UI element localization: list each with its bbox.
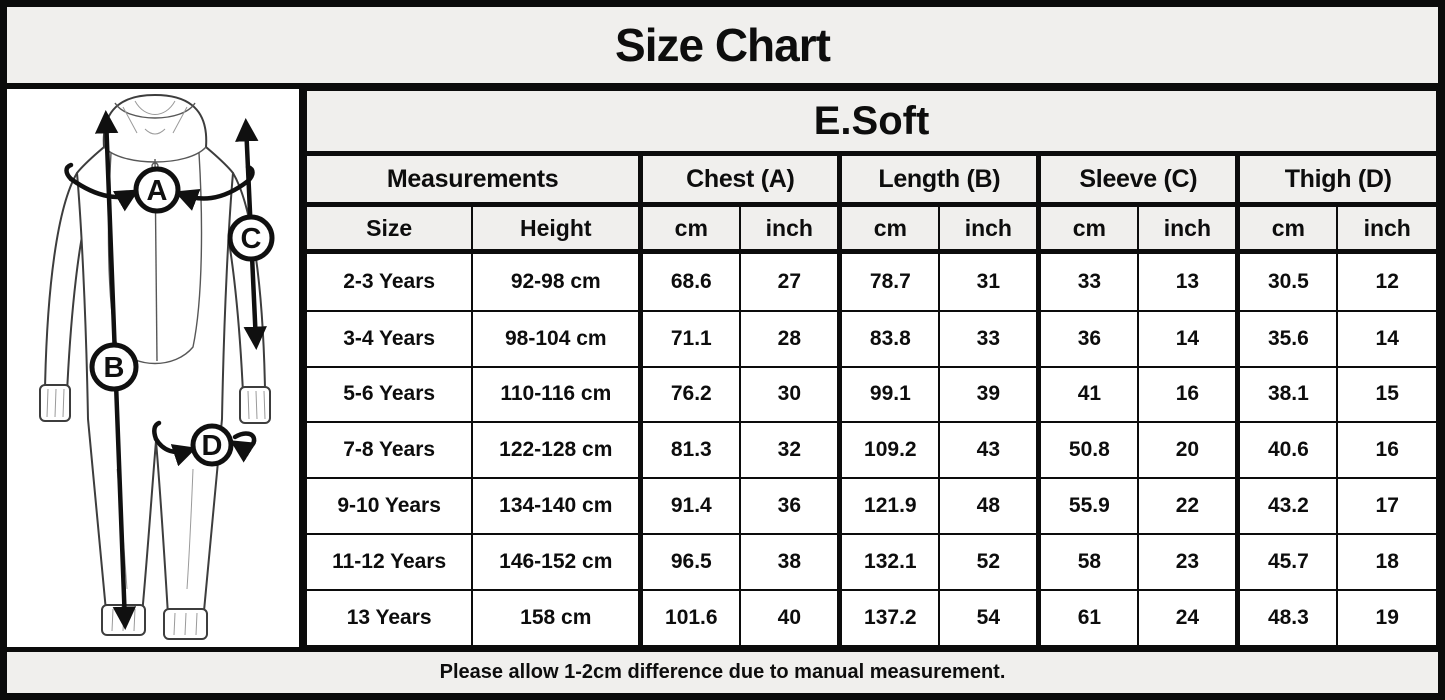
thigh-inch-cell: 17	[1337, 478, 1437, 534]
height-cell: 92-98 cm	[472, 252, 641, 311]
table-row	[306, 590, 1437, 646]
length-label: B	[103, 352, 125, 384]
thigh-inch-cell: 12	[1337, 252, 1437, 311]
table-row	[306, 534, 1437, 590]
length-inch-cell: 39	[939, 367, 1039, 423]
length-inch-cell: 48	[939, 478, 1039, 534]
height-cell: 146-152 cm	[472, 534, 641, 590]
footer-bar	[7, 647, 1438, 693]
thigh-inch-cell: 16	[1337, 422, 1437, 478]
size-cell: 9-10 Years	[306, 478, 472, 534]
length-inch-cell: 43	[939, 422, 1039, 478]
sleeve-inch-cell: 24	[1138, 590, 1238, 646]
brand-header: E.Soft	[306, 90, 1437, 154]
length-cm-cell: 132.1	[840, 534, 940, 590]
sleeve-inch-cell: 14	[1138, 311, 1238, 367]
group-header-length: Length (B)	[840, 154, 1039, 205]
thigh-inch-cell: 18	[1337, 534, 1437, 590]
group-header-measurements: Measurements	[306, 154, 641, 205]
onesie-left-cuff	[40, 385, 70, 421]
subheader-length-cm: cm	[840, 205, 940, 252]
thigh-cm-cell: 35.6	[1238, 311, 1338, 367]
sub-header-row	[306, 205, 1437, 252]
chest-cm-cell: 101.6	[641, 590, 741, 646]
sleeve-inch-cell: 23	[1138, 534, 1238, 590]
size-cell: 2-3 Years	[306, 252, 472, 311]
chest-inch-cell: 28	[740, 311, 840, 367]
thigh-cm-cell: 48.3	[1238, 590, 1338, 646]
height-cell: 122-128 cm	[472, 422, 641, 478]
table-row	[306, 311, 1437, 367]
subheader-thigh-inch: inch	[1337, 205, 1437, 252]
subheader-chest-inch: inch	[740, 205, 840, 252]
length-cm-cell: 109.2	[840, 422, 940, 478]
sleeve-cm-cell: 55.9	[1039, 478, 1139, 534]
chest-label-badge	[136, 169, 178, 211]
chest-inch-cell: 36	[740, 478, 840, 534]
subheader-thigh-cm: cm	[1238, 205, 1338, 252]
chest-cm-cell: 91.4	[641, 478, 741, 534]
subheader-sleeve-inch: inch	[1138, 205, 1238, 252]
sleeve-cm-cell: 58	[1039, 534, 1139, 590]
chest-inch-cell: 30	[740, 367, 840, 423]
sleeve-inch-cell: 16	[1138, 367, 1238, 423]
group-header-row	[306, 154, 1437, 205]
sleeve-cm-cell: 33	[1039, 252, 1139, 311]
thigh-cm-cell: 40.6	[1238, 422, 1338, 478]
height-cell: 110-116 cm	[472, 367, 641, 423]
length-cm-cell: 137.2	[840, 590, 940, 646]
sleeve-label: C	[240, 223, 262, 255]
group-header-sleeve: Sleeve (C)	[1039, 154, 1238, 205]
length-inch-cell: 31	[939, 252, 1039, 311]
chest-cm-cell: 71.1	[641, 311, 741, 367]
subheader-chest-cm: cm	[641, 205, 741, 252]
length-inch-cell: 52	[939, 534, 1039, 590]
chest-cm-cell: 76.2	[641, 367, 741, 423]
chest-label: A	[146, 175, 168, 207]
table-row	[306, 367, 1437, 423]
length-inch-cell: 33	[939, 311, 1039, 367]
sleeve-cm-cell: 36	[1039, 311, 1139, 367]
thigh-label: D	[201, 430, 223, 462]
thigh-cm-cell: 30.5	[1238, 252, 1338, 311]
table-row	[306, 422, 1437, 478]
height-cell: 158 cm	[472, 590, 641, 646]
thigh-cm-cell: 43.2	[1238, 478, 1338, 534]
chest-inch-cell: 32	[740, 422, 840, 478]
main-area	[7, 89, 1438, 647]
size-table-panel	[305, 89, 1438, 647]
group-header-thigh: Thigh (D)	[1238, 154, 1437, 205]
subheader-sleeve-cm: cm	[1039, 205, 1139, 252]
height-cell: 98-104 cm	[472, 311, 641, 367]
length-cm-cell: 83.8	[840, 311, 940, 367]
subheader-length-inch: inch	[939, 205, 1039, 252]
thigh-inch-cell: 19	[1337, 590, 1437, 646]
chest-cm-cell: 96.5	[641, 534, 741, 590]
page-title: Size Chart	[615, 19, 830, 71]
length-label-badge	[92, 345, 136, 389]
chest-cm-cell: 81.3	[641, 422, 741, 478]
height-cell: 134-140 cm	[472, 478, 641, 534]
size-table	[305, 89, 1438, 647]
size-cell: 3-4 Years	[306, 311, 472, 367]
subheader-height: Height	[472, 205, 641, 252]
brand-row	[306, 90, 1437, 154]
sleeve-cm-cell: 50.8	[1039, 422, 1139, 478]
size-cell: 13 Years	[306, 590, 472, 646]
sleeve-cm-cell: 41	[1039, 367, 1139, 423]
sleeve-label-badge	[230, 217, 272, 259]
garment-diagram-panel	[7, 89, 305, 647]
length-cm-cell: 121.9	[840, 478, 940, 534]
sleeve-inch-cell: 22	[1138, 478, 1238, 534]
sleeve-cm-cell: 61	[1039, 590, 1139, 646]
onesie-measurement-diagram	[7, 89, 299, 647]
length-cm-cell: 99.1	[840, 367, 940, 423]
footer-note: Please allow 1-2cm difference due to manual measurement.	[439, 661, 1006, 683]
sleeve-inch-cell: 13	[1138, 252, 1238, 311]
length-cm-cell: 78.7	[840, 252, 940, 311]
group-header-chest: Chest (A)	[641, 154, 840, 205]
size-cell: 7-8 Years	[306, 422, 472, 478]
size-cell: 11-12 Years	[306, 534, 472, 590]
size-cell: 5-6 Years	[306, 367, 472, 423]
table-row	[306, 252, 1437, 311]
onesie-right-foot-cuff	[164, 609, 207, 639]
chest-inch-cell: 27	[740, 252, 840, 311]
thigh-inch-cell: 15	[1337, 367, 1437, 423]
chest-cm-cell: 68.6	[641, 252, 741, 311]
subheader-size: Size	[306, 205, 472, 252]
onesie-right-cuff	[240, 387, 270, 423]
thigh-label-badge	[193, 426, 231, 464]
table-row	[306, 478, 1437, 534]
title-bar	[7, 7, 1438, 89]
length-inch-cell: 54	[939, 590, 1039, 646]
chest-inch-cell: 38	[740, 534, 840, 590]
thigh-cm-cell: 38.1	[1238, 367, 1338, 423]
thigh-inch-cell: 14	[1337, 311, 1437, 367]
chest-inch-cell: 40	[740, 590, 840, 646]
thigh-cm-cell: 45.7	[1238, 534, 1338, 590]
sleeve-inch-cell: 20	[1138, 422, 1238, 478]
